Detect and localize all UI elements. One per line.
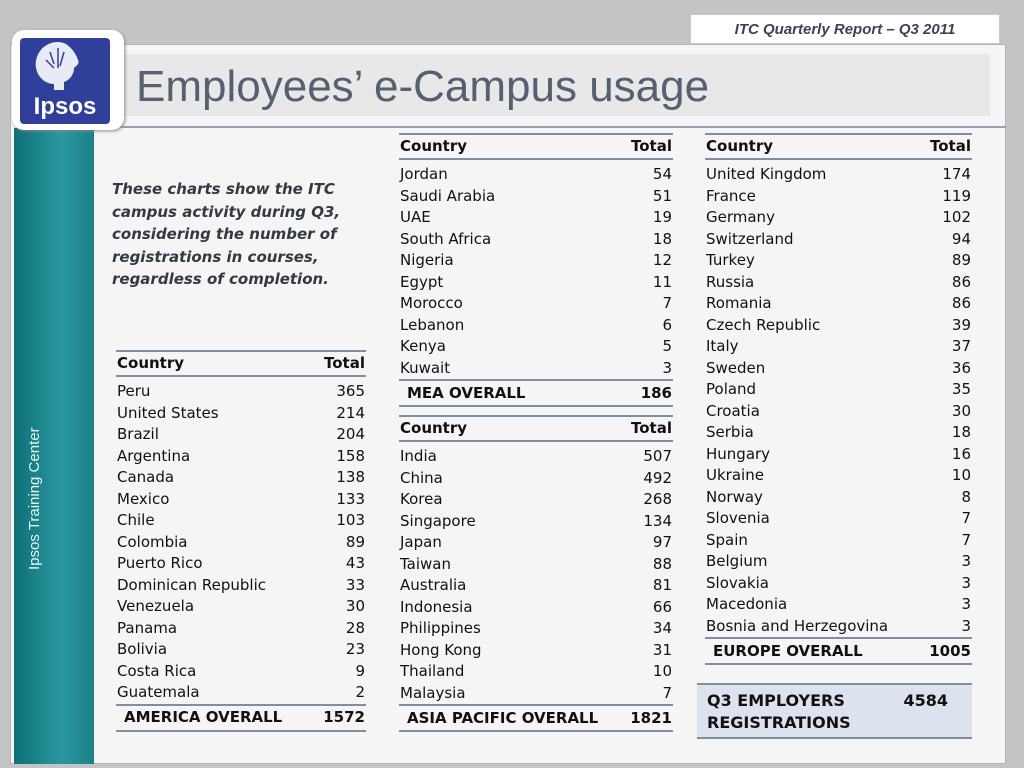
table-row [399,511,673,533]
total-cell: 7 [961,530,971,549]
country-cell: Nigeria [400,251,454,270]
total-cell: 54 [652,165,672,184]
total-cell: 214 [336,403,365,422]
country-cell: Kenya [400,337,446,356]
table-row [705,315,972,337]
total-cell: 10 [652,662,672,681]
country-cell: Slovenia [706,509,770,528]
table-row [399,683,673,706]
table-row [399,272,673,294]
grand-total-label: Q3 EMPLOYERS REGISTRATIONS [707,691,851,732]
total-cell: 3 [961,595,971,614]
overall-total: 1821 [624,705,673,731]
country-cell: Panama [117,618,178,637]
table-row [116,661,366,683]
country-cell: Norway [706,487,763,506]
table-row [116,682,366,705]
country-cell: Guatemala [117,683,200,702]
table-row [705,250,972,272]
country-cell: Malaysia [400,683,466,702]
table-row [705,530,972,552]
country-cell: Colombia [117,532,188,551]
country-cell: Hong Kong [400,640,482,659]
country-cell: Macedonia [706,595,788,614]
total-cell: 9 [355,661,365,680]
overall-total: 1572 [314,705,366,731]
table-row [116,553,366,575]
total-cell: 37 [951,337,971,356]
country-cell: Kuwait [400,358,451,377]
total-cell: 89 [345,532,365,551]
total-cell: 492 [643,468,672,487]
country-cell: Japan [400,533,442,552]
country-cell: UAE [400,208,431,227]
europe-table [705,133,972,665]
country-cell: Slovakia [706,573,769,592]
table-row [116,376,366,403]
country-cell: Germany [706,208,775,227]
intro-text: These charts show the ITC campus activity during Q3, considering the number of registrations in courses, regardless of completion. [112,180,341,288]
table-row [399,207,673,229]
country-cell: Lebanon [400,315,465,334]
total-cell: 119 [942,186,971,205]
table-header [705,134,972,159]
total-cell: 33 [345,575,365,594]
table-row [705,293,972,315]
table-row [399,468,673,490]
total-cell: 35 [951,380,971,399]
country-cell: Morocco [400,294,463,313]
country-cell: Egypt [400,272,444,291]
country-cell: Singapore [400,511,476,530]
col-country: Country [116,351,314,376]
country-cell: Brazil [117,425,159,444]
table-row [399,640,673,662]
total-cell: 3 [961,573,971,592]
table-row [399,618,673,640]
country-cell: Saudi Arabia [400,186,496,205]
table-row [705,379,972,401]
country-cell: Ukraine [706,466,764,485]
total-cell: 174 [942,165,971,184]
overall-row [399,380,673,406]
country-cell: Australia [400,576,467,595]
table-row [399,159,673,186]
table-row [116,489,366,511]
country-cell: Philippines [400,619,481,638]
total-cell: 43 [345,554,365,573]
country-cell: Sweden [706,358,766,377]
table-row [116,467,366,489]
country-cell: Argentina [117,446,191,465]
country-cell: Canada [117,468,175,487]
col-country: Country [705,134,921,159]
total-cell: 365 [336,382,365,401]
table-row [399,597,673,619]
table-row [116,575,366,597]
table-row [399,293,673,315]
table-header [116,351,366,376]
ipsos-logo [20,38,110,124]
overall-row [399,705,673,731]
page-title: Employees’ e-Campus usage [136,62,710,111]
total-cell: 6 [662,315,672,334]
table-row [705,508,972,530]
table-row [116,446,366,468]
overall-label: MEA OVERALL [399,380,604,406]
table-row [399,575,673,597]
table-row [705,487,972,509]
country-cell: South Africa [400,229,492,248]
sidebar-label: Ipsos Training Center [26,427,43,570]
table-row [705,358,972,380]
total-cell: 268 [643,490,672,509]
total-cell: 2 [355,683,365,702]
table-row [399,661,673,683]
table-header [399,416,673,441]
total-cell: 8 [961,487,971,506]
table-row [705,186,972,208]
table-row [116,510,366,532]
country-cell: Hungary [706,444,771,463]
table-row [399,554,673,576]
table-header [399,134,673,159]
table-row [116,403,366,425]
total-cell: 7 [961,509,971,528]
logo-text: Ipsos [33,93,97,120]
country-cell: Bosnia and Herzegovina [706,616,889,635]
country-cell: Jordan [400,165,448,184]
total-cell: 102 [942,208,971,227]
total-cell: 28 [345,618,365,637]
table-row [705,207,972,229]
total-cell: 31 [652,640,672,659]
total-cell: 16 [951,444,971,463]
total-cell: 30 [951,401,971,420]
total-cell: 88 [652,554,672,573]
country-cell: Spain [706,530,748,549]
table-row [705,594,972,616]
total-cell: 86 [951,294,971,313]
country-cell: India [400,447,437,466]
country-cell: Bolivia [117,640,168,659]
table-row [705,229,972,251]
total-cell: 19 [652,208,672,227]
table-row [399,315,673,337]
country-cell: Italy [706,337,739,356]
table-row [705,159,972,186]
country-cell: Poland [706,380,757,399]
table-row [705,573,972,595]
total-cell: 51 [652,186,672,205]
total-cell: 204 [336,425,365,444]
total-cell: 11 [652,272,672,291]
table-row [705,422,972,444]
col-total: Total [921,134,972,159]
col-total: Total [604,134,673,159]
country-cell: France [706,186,756,205]
country-cell: Thailand [400,662,465,681]
total-cell: 30 [345,597,365,616]
table-row [399,489,673,511]
total-cell: 18 [951,423,971,442]
overall-total: 1005 [921,638,972,664]
country-cell: Chile [117,511,155,530]
table-row [705,465,972,487]
table-row [399,441,673,468]
report-header: ITC Quarterly Report – Q3 2011 [690,14,1000,44]
total-cell: 86 [951,272,971,291]
overall-label: EUROPE OVERALL [705,638,921,664]
asia-pacific-table [399,415,673,732]
table-row [116,424,366,446]
country-cell: Switzerland [706,229,794,248]
col-total: Total [314,351,366,376]
country-cell: Croatia [706,401,760,420]
country-cell: Indonesia [400,597,473,616]
total-cell: 507 [643,447,672,466]
country-cell: Czech Republic [706,315,821,334]
total-cell: 89 [951,251,971,270]
table-row [705,551,972,573]
total-cell: 81 [652,576,672,595]
overall-row [116,705,366,731]
country-cell: Peru [117,382,151,401]
total-cell: 134 [643,511,672,530]
total-cell: 12 [652,251,672,270]
col-country: Country [399,416,624,441]
country-cell: China [400,468,443,487]
country-cell: Serbia [706,423,754,442]
total-cell: 7 [662,294,672,313]
table-row [705,401,972,423]
overall-label: ASIA PACIFIC OVERALL [399,705,624,731]
america-table [116,350,366,732]
total-cell: 10 [951,466,971,485]
table-row [399,229,673,251]
table-row [116,639,366,661]
country-cell: Venezuela [117,597,195,616]
total-cell: 23 [345,640,365,659]
title-divider [110,126,1006,128]
country-cell: Taiwan [400,554,452,573]
total-cell: 39 [951,315,971,334]
total-cell: 36 [951,358,971,377]
total-cell: 18 [652,229,672,248]
country-cell: Mexico [117,489,170,508]
total-cell: 3 [961,552,971,571]
overall-total: 186 [604,380,673,406]
country-cell: Korea [400,490,443,509]
country-cell: Russia [706,272,755,291]
table-row [399,336,673,358]
total-cell: 34 [652,619,672,638]
country-cell: Romania [706,294,772,313]
total-cell: 7 [662,683,672,702]
country-cell: Dominican Republic [117,575,267,594]
country-cell: Turkey [706,251,755,270]
total-cell: 138 [336,468,365,487]
total-cell: 5 [662,337,672,356]
table-row [399,358,673,381]
overall-row [705,638,972,664]
total-cell: 94 [951,229,971,248]
table-row [705,616,972,639]
country-cell: Costa Rica [117,661,197,680]
total-cell: 3 [662,358,672,377]
table-row [705,444,972,466]
table-row [399,532,673,554]
total-cell: 158 [336,446,365,465]
country-cell: Puerto Rico [117,554,203,573]
mea-table [399,133,673,407]
table-row [116,532,366,554]
table-row [705,272,972,294]
grand-total-value: 4584 [903,691,948,710]
total-cell: 3 [961,616,971,635]
table-row [116,596,366,618]
total-cell: 103 [336,511,365,530]
col-country: Country [399,134,604,159]
grand-total-box [697,683,972,739]
country-cell: Belgium [706,552,768,571]
country-cell: United Kingdom [706,165,827,184]
country-cell: United States [117,403,219,422]
table-row [116,618,366,640]
total-cell: 133 [336,489,365,508]
table-row [399,250,673,272]
col-total: Total [624,416,673,441]
total-cell: 97 [652,533,672,552]
total-cell: 66 [652,597,672,616]
overall-label: AMERICA OVERALL [116,705,314,731]
table-row [399,186,673,208]
table-row [705,336,972,358]
tree-head-icon [20,38,110,124]
